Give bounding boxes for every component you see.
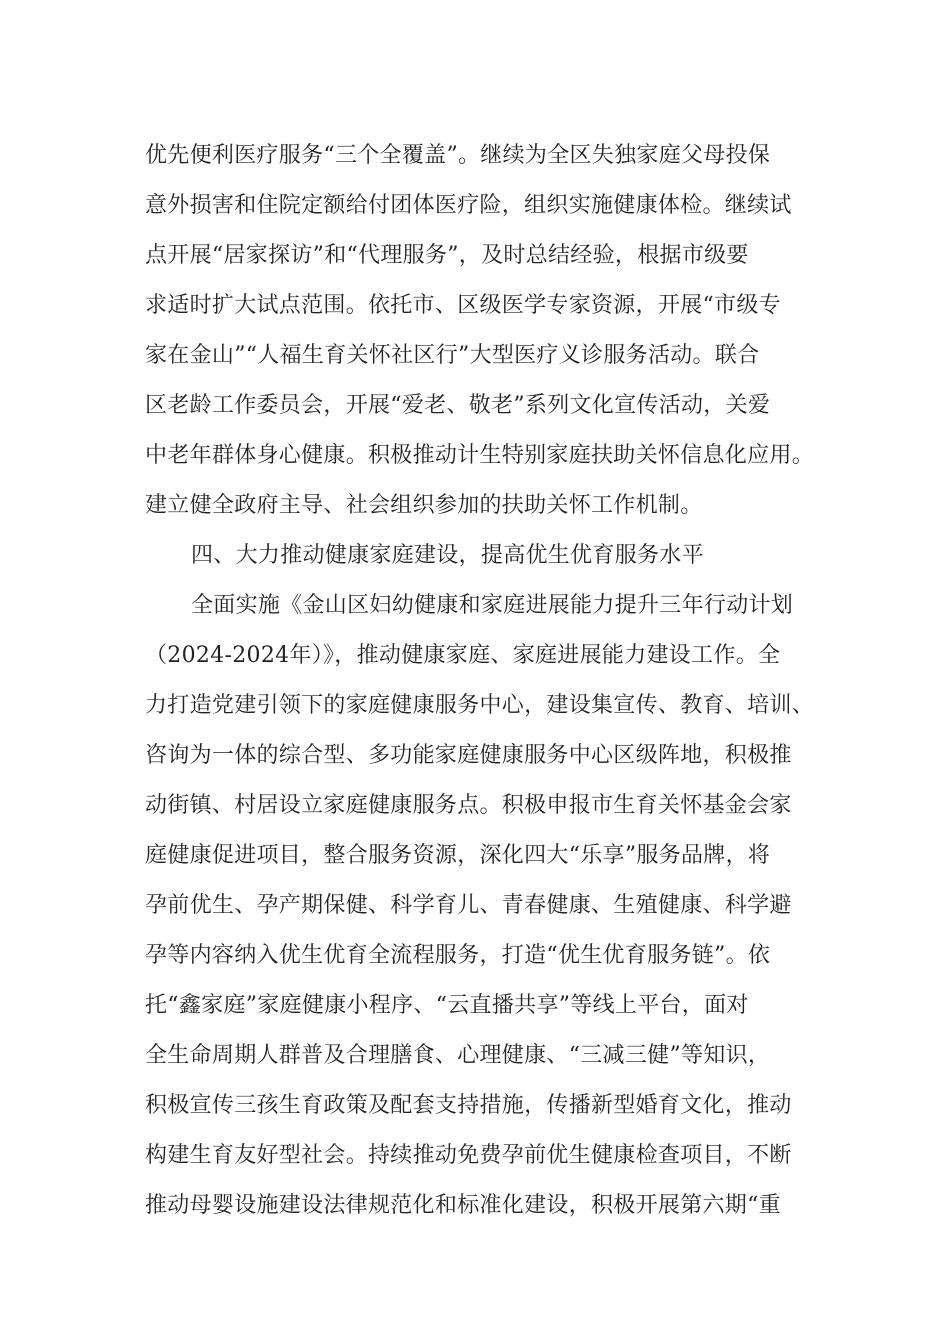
paragraph-line: 家在金山”“人福生育关怀社区行”大型医疗义诊服务活动。联合 <box>145 343 760 368</box>
document-body <box>145 131 825 1231</box>
paragraph-line: 构建生育友好型社会。持续推动免费孕前优生健康检查项目，不断 <box>145 1143 792 1168</box>
paragraph-line: 意外损害和住院定额给付团体医疗险，组织实施健康体检。继续试 <box>145 193 792 218</box>
paragraph-line: （2024-2024年）》，推动健康家庭、家庭进展能力建设工作。全 <box>145 643 781 668</box>
paragraph-line: 动街镇、村居设立家庭健康服务点。积极申报市生育关怀基金会家 <box>145 793 792 818</box>
paragraph-line: 推动母婴设施建设法律规范化和标准化建设，积极开展第六期“重 <box>145 1193 781 1218</box>
paragraph-line: 求适时扩大试点范围。依托市、区级医学专家资源，开展“市级专 <box>145 293 781 318</box>
paragraph-line: 孕等内容纳入优生优育全流程服务，打造“优生优育服务链”。依 <box>145 943 771 968</box>
paragraph-line: 中老年群体身心健康。积极推动计生特别家庭扶助关怀信息化应用。 <box>145 443 815 468</box>
section-heading: 四、大力推动健康家庭建设，提高优生优育服务水平 <box>191 543 704 568</box>
paragraph-line: 托“鑫家庭”家庭健康小程序、“云直播共享”等线上平台，面对 <box>145 993 749 1018</box>
paragraph-line: 全生命周期人群普及合理膳食、心理健康、“三减三健”等知识， <box>145 1043 771 1068</box>
paragraph-line: 点开展“居家探访”和“代理服务”，及时总结经验，根据市级要 <box>145 243 749 268</box>
paragraph-line: 优先便利医疗服务“三个全覆盖”。继续为全区失独家庭父母投保 <box>145 143 771 168</box>
paragraph-line: 孕前优生、孕产期保健、科学育儿、青春健康、生殖健康、科学避 <box>145 893 792 918</box>
paragraph-line: 力打造党建引领下的家庭健康服务中心，建设集宣传、教育、培训、 <box>145 693 815 718</box>
paragraph-line: 建立健全政府主导、社会组织参加的扶助关怀工作机制。 <box>145 493 703 518</box>
paragraph-line: 区老龄工作委员会，开展“爱老、敬老”系列文化宣传活动，关爱 <box>145 393 771 418</box>
paragraph-line: 咨询为一体的综合型、多功能家庭健康服务中心区级阵地，积极推 <box>145 743 792 768</box>
paragraph-line: 全面实施《金山区妇幼健康和家庭进展能力提升三年行动计划 <box>191 593 794 618</box>
paragraph-line: 积极宣传三孩生育政策及配套支持措施，传播新型婚育文化，推动 <box>145 1093 792 1118</box>
paragraph-line: 庭健康促进项目，整合服务资源，深化四大“乐享”服务品牌，将 <box>145 843 771 868</box>
